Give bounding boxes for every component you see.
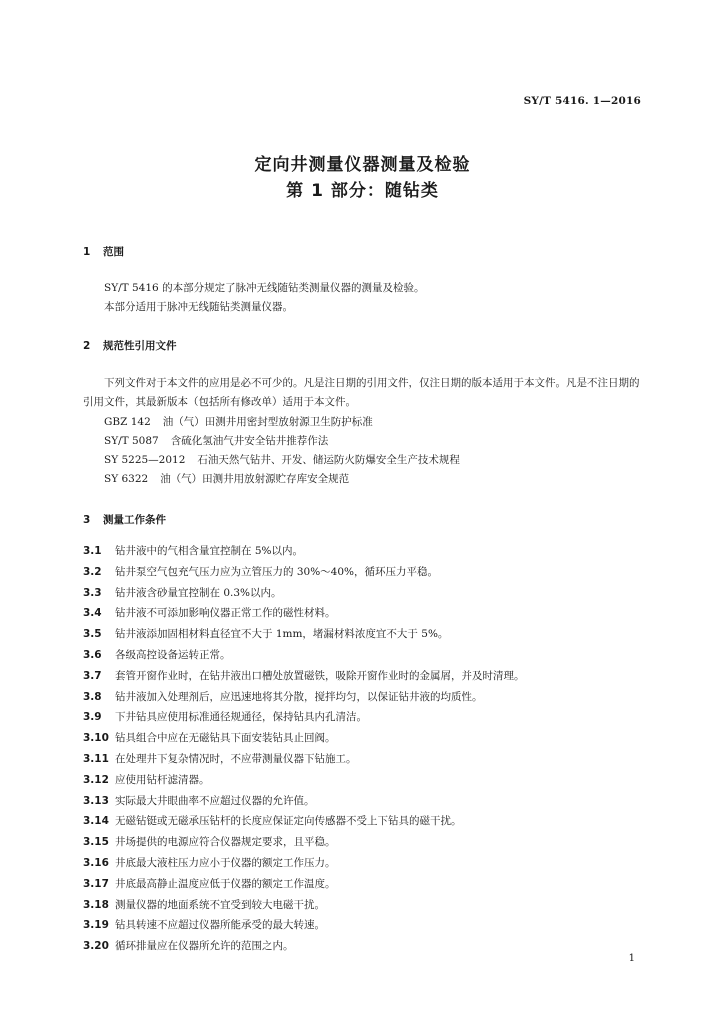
clause-number: 3.8 xyxy=(83,690,102,703)
clause-text: 井底最大液柱压力应小于仪器的额定工作压力。 xyxy=(115,856,336,869)
clause-number: 3.5 xyxy=(83,628,102,641)
section-heading-scope xyxy=(83,244,124,259)
clause-item xyxy=(83,917,663,938)
clause-item xyxy=(83,543,663,564)
standard-code: SY/T 5416. 1—2016 xyxy=(523,95,641,107)
clause-number: 3.6 xyxy=(83,648,102,661)
section-heading-references xyxy=(83,338,177,353)
clause-number: 3.13 xyxy=(83,794,109,807)
section-number: 1 xyxy=(83,246,91,258)
clause-number: 3.7 xyxy=(83,669,102,682)
clause-text: 井场提供的电源应符合仪器规定要求，且平稳。 xyxy=(115,836,336,849)
clause-text: 套管开窗作业时，在钻井液出口槽处放置磁铁，吸除开窗作业时的金属屑，并及时清理。 xyxy=(115,669,525,682)
page-number: 1 xyxy=(628,953,635,964)
paragraph: SY/T 5416 的本部分规定了脉冲无线随钻类测量仪器的测量及检验。 xyxy=(104,282,425,294)
clause-item xyxy=(83,897,663,918)
clause-item xyxy=(83,813,663,834)
clause-text: 各级高控设备运转正常。 xyxy=(115,648,231,661)
section-heading-conditions xyxy=(83,512,166,527)
reference-title: 含硫化氢油气井安全钻井推荐作法 xyxy=(170,435,329,447)
clause-item xyxy=(83,605,663,626)
reference-code: SY 5225—2012 xyxy=(104,454,186,466)
clause-number: 3.10 xyxy=(83,732,109,745)
clause-item xyxy=(83,876,663,897)
section-title: 测量工作条件 xyxy=(103,514,166,526)
reference-code: SY 6322 xyxy=(104,473,149,485)
clause-number: 3.4 xyxy=(83,607,102,620)
section-title: 范围 xyxy=(103,246,124,258)
clause-text: 钻具组合中应在无磁钻具下面安装钻具止回阀。 xyxy=(115,732,336,745)
reference-title: 油（气）田测井用密封型放射源卫生防护标准 xyxy=(162,416,373,428)
references-intro xyxy=(83,374,643,412)
clause-number: 3.2 xyxy=(83,565,102,578)
clause-text: 钻具转速不应超过仪器所能承受的最大转速。 xyxy=(115,919,325,932)
clause-text: 实际最大井眼曲率不应超过仪器的允许值。 xyxy=(115,794,315,807)
clause-item xyxy=(83,793,663,814)
reference-item xyxy=(104,451,644,470)
clause-number: 3.16 xyxy=(83,856,109,869)
clause-text: 钻井液中的气相含量宜控制在 5%以内。 xyxy=(115,545,303,557)
clause-number: 3.1 xyxy=(83,545,102,557)
clause-item xyxy=(83,626,663,647)
section-number: 3 xyxy=(83,514,91,526)
clause-item xyxy=(83,585,663,606)
clause-item xyxy=(83,834,663,855)
clause-item xyxy=(83,772,663,793)
clause-item xyxy=(83,855,663,876)
clause-number: 3.18 xyxy=(83,898,109,911)
reference-code: SY/T 5087 xyxy=(104,435,159,447)
document-subtitle: 第 1 部分：随钻类 xyxy=(286,181,439,201)
reference-item xyxy=(104,470,644,489)
clause-text: 井底最高静止温度应低于仪器的额定工作温度。 xyxy=(115,877,336,890)
clause-number: 3.14 xyxy=(83,815,109,828)
reference-code: GBZ 142 xyxy=(104,416,151,428)
reference-item xyxy=(104,413,644,432)
reference-title: 油（气）田测井用放射源贮存库安全规范 xyxy=(160,473,350,485)
clause-item xyxy=(83,938,663,959)
clause-item xyxy=(83,564,663,585)
clause-item xyxy=(83,647,663,668)
clause-number: 3.20 xyxy=(83,940,109,953)
clause-text: 无磁钻铤或无磁承压钻杆的长度应保证定向传感器不受上下钻具的磁干扰。 xyxy=(115,815,462,828)
paragraph: 本部分适用于脉冲无线随钻类测量仪器。 xyxy=(104,301,293,313)
section-title: 规范性引用文件 xyxy=(103,340,177,352)
clause-list xyxy=(83,543,663,959)
clause-text: 下井钻具应使用标准通径规通径，保持钻具内孔清洁。 xyxy=(115,711,367,724)
section-number: 2 xyxy=(83,340,91,352)
clause-number: 3.3 xyxy=(83,586,102,599)
paragraph: 下列文件对于本文件的应用是必不可少的。凡是注日期的引用文件，仅注日期的版本适用于本文件。凡是不注日期的引用文件，其最新版本（包括所有修改单）适用于本文件。 xyxy=(83,377,640,408)
clause-text: 钻井液加入处理剂后，应迅速地将其分散，搅拌均匀，以保证钻井液的均质性。 xyxy=(115,690,483,703)
clause-item xyxy=(83,668,663,689)
clause-text: 钻井液不可添加影响仪器正常工作的磁性材料。 xyxy=(115,607,336,620)
clause-text: 循环排量应在仪器所允许的范围之内。 xyxy=(115,940,294,953)
clause-item xyxy=(83,689,663,710)
scope-text xyxy=(83,279,643,317)
reference-title: 石油天然气钻井、开发、储运防火防爆安全生产技术规程 xyxy=(197,454,460,466)
clause-number: 3.15 xyxy=(83,836,109,849)
clause-number: 3.19 xyxy=(83,919,109,932)
reference-list xyxy=(104,413,644,489)
clause-text: 测量仪器的地面系统不宜受到较大电磁干扰。 xyxy=(115,898,325,911)
document-title: 定向井测量仪器测量及检验 xyxy=(254,155,471,175)
clause-text: 钻井液添加固相材料直径宜不大于 1mm，堵漏材料浓度宜不大于 5%。 xyxy=(115,628,449,641)
clause-text: 应使用钻杆滤清器。 xyxy=(115,773,210,786)
clause-number: 3.9 xyxy=(83,711,102,724)
clause-item xyxy=(83,730,663,751)
clause-number: 3.12 xyxy=(83,773,109,786)
clause-item xyxy=(83,709,663,730)
clause-text: 在处理井下复杂情况时，不应带测量仪器下钻施工。 xyxy=(115,752,357,765)
clause-number: 3.11 xyxy=(83,752,109,765)
clause-number: 3.17 xyxy=(83,877,109,890)
clause-item xyxy=(83,751,663,772)
reference-item xyxy=(104,432,644,451)
clause-text: 钻井液含砂量宜控制在 0.3%以内。 xyxy=(115,586,282,599)
clause-text: 钻井泵空气包充气压力应为立管压力的 30%～40%，循环压力平稳。 xyxy=(115,565,439,578)
